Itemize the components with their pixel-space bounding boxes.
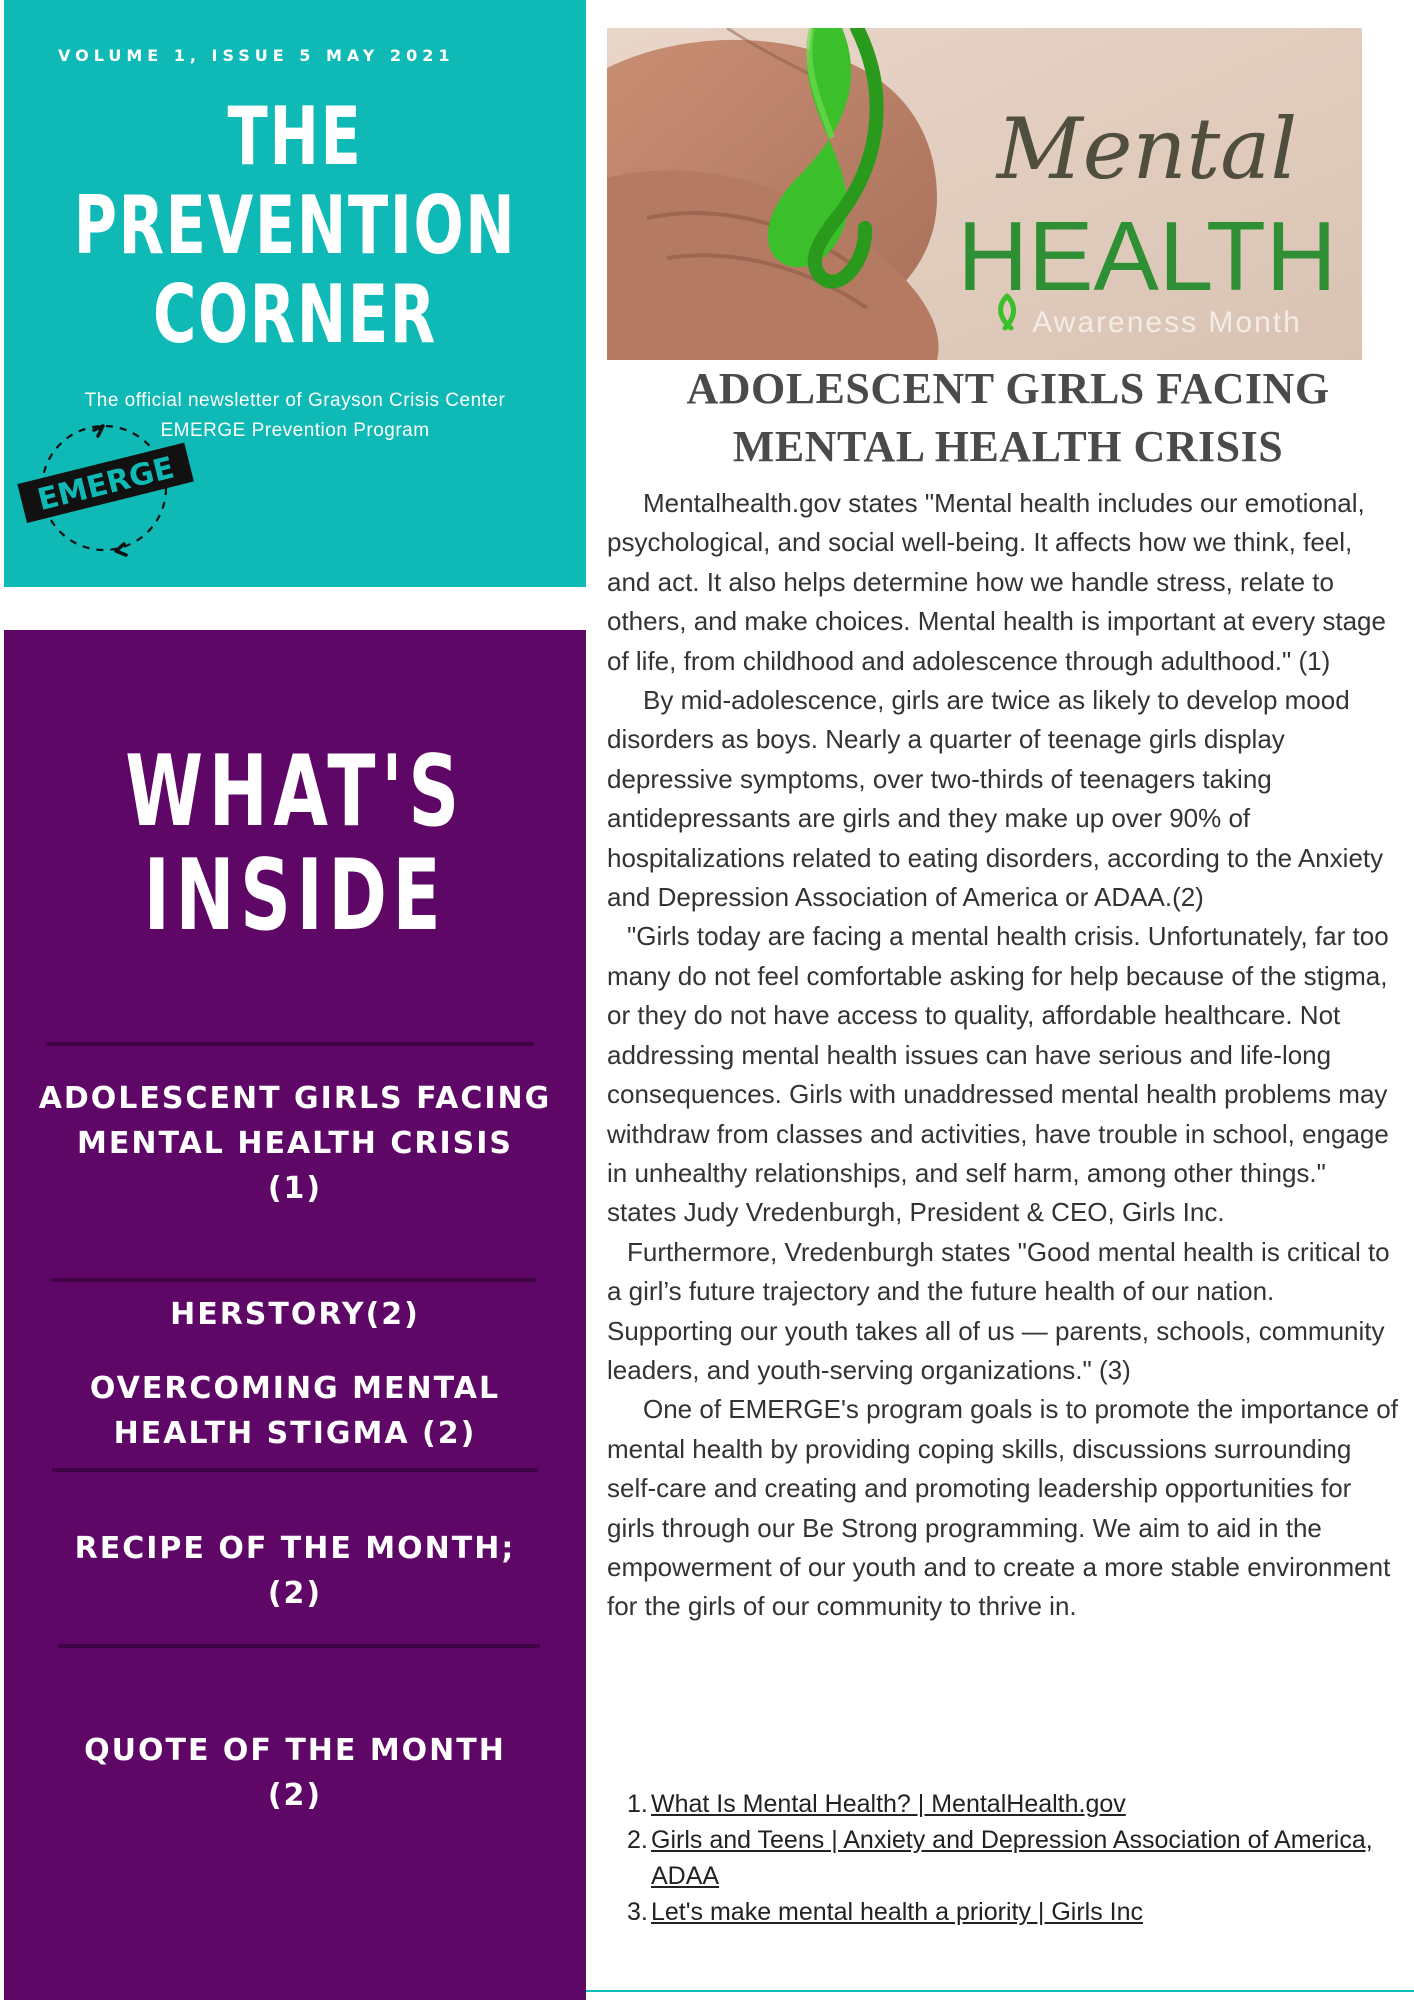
tagline-line: The official newsletter of Grayson Crisis Center [84, 390, 506, 411]
newsletter-title-line: PREVENTION [73, 179, 517, 272]
toc-item-line: QUOTE OF THE MONTH [84, 1733, 506, 1768]
toc-item-quote[interactable] [4, 1728, 586, 1818]
toc-item-line: OVERCOMING MENTAL [89, 1371, 501, 1406]
emerge-logo [14, 418, 194, 568]
whats-inside-title-line: INSIDE [143, 839, 447, 953]
toc-item-line: RECIPE OF THE MONTH; [74, 1531, 516, 1566]
reference-number: 1. [627, 1790, 648, 1818]
divider [46, 1042, 534, 1046]
toc-item-adolescent-girls[interactable] [4, 1076, 586, 1211]
issue-line: VOLUME 1, ISSUE 5 MAY 2021 [58, 46, 455, 65]
divider [52, 1278, 536, 1282]
toc-item-line: ADOLESCENT GIRLS FACING [38, 1081, 552, 1116]
masthead [4, 0, 586, 587]
emerge-logo-text: EMERGE [34, 450, 178, 519]
hero-caption: Awareness Month [1032, 306, 1302, 339]
toc-item-recipe[interactable] [4, 1526, 586, 1616]
article-body [607, 484, 1399, 1627]
page-bottom-edge [586, 1990, 1414, 2002]
hero-big-word: HEALTH [957, 201, 1337, 311]
toc-item-line: (2) [267, 1778, 323, 1813]
toc-item-line: HEALTH STIGMA (2) [113, 1416, 477, 1451]
whats-inside-title [4, 735, 586, 953]
reference-item [607, 1822, 1397, 1894]
toc-item-herstory[interactable] [4, 1292, 586, 1337]
arrow-icon [94, 426, 103, 436]
whats-inside-title-line: WHAT'S [125, 735, 465, 849]
hero-script-word: Mental [996, 100, 1298, 198]
whats-inside-panel [4, 630, 586, 2000]
reference-item [607, 1894, 1397, 1930]
mental-health-awareness-image [607, 28, 1362, 360]
toc-item-line: HERSTORY(2) [170, 1297, 420, 1332]
toc-item-line: MENTAL HEALTH CRISIS [76, 1126, 513, 1161]
article-paragraph: "Girls today are facing a mental health crisis. Unfortunately, far too many do not feel comfortable asking for help because of the stigma, or they do not have access to quality, affordable healthcare. Not addressing mental health issues can have serious and life-long consequences. Girls with unaddressed mental health problems may withdraw from classes and activities, have trouble in school, engage in unhealthy relationships, and self harm, among other things." states Judy Vredenburgh, President & CEO, Girls Inc. [607, 921, 1389, 1228]
reference-number: 2. [627, 1826, 648, 1854]
reference-link[interactable]: What Is Mental Health? | MentalHealth.gov [651, 1790, 1126, 1818]
newsletter-title-line: THE [227, 90, 363, 183]
reference-number: 3. [627, 1898, 648, 1926]
article-paragraph: Mentalhealth.gov states "Mental health includes our emotional, psychological, and social well-being. It affects how we think, feel, and act. It also helps determine how we handle stress, relate to others, and make choices. Mental health is important at every stage of life, from childhood and adolescence through adulthood." (1) [607, 488, 1386, 676]
article-paragraph: Furthermore, Vredenburgh states "Good mental health is critical to a girl’s future trajectory and the future health of our nation. Supporting our youth takes all of us — parents, schools, community leaders, and youth-serving organizations." (3) [607, 1236, 1390, 1385]
toc-item-overcoming-stigma[interactable] [4, 1366, 586, 1456]
divider [58, 1644, 540, 1648]
toc-item-line: (1) [267, 1171, 323, 1206]
article-paragraph: One of EMERGE's program goals is to promote the importance of mental health by providing coping skills, discussions surrounding self-care and creating and promoting leadership opportunities for girls through our Be Strong programming. We aim to aid in the empowerment of our youth and to create a more stable environment for the girls of our community to thrive in. [607, 1394, 1398, 1622]
reference-link[interactable]: Let's make mental health a priority | Girls Inc [651, 1898, 1144, 1926]
arrow-icon [116, 544, 126, 555]
article-title-line: MENTAL HEALTH CRISIS [732, 422, 1284, 471]
newsletter-title-line: CORNER [153, 268, 437, 361]
tagline-line: EMERGE Prevention Program [160, 420, 430, 441]
article-paragraph: By mid-adolescence, girls are twice as likely to develop mood disorders as boys. Nearly a quarter of teenage girls display depressive symptoms, over two-thirds of teenagers taking antidepressants are girls and they make up over 90% of hospitalizations related to eating disorders, according to the Anxiety and Depression Association of America or ADAA.(2) [607, 685, 1384, 913]
references-list [607, 1786, 1397, 1930]
newsletter-title [4, 92, 586, 359]
divider [52, 1468, 538, 1472]
toc-item-line: (2) [267, 1576, 323, 1611]
reference-link[interactable]: Girls and Teens | Anxiety and Depression Association of America, ADAA [651, 1826, 1373, 1890]
article-title-line: ADOLESCENT GIRLS FACING [686, 364, 1330, 413]
article-title [608, 360, 1408, 476]
reference-item [607, 1786, 1397, 1822]
